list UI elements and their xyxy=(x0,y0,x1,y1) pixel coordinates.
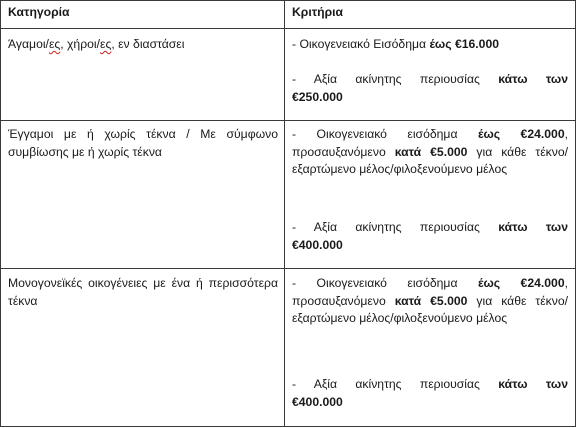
property-line xyxy=(292,237,568,255)
income-increase: κατά €5.000 xyxy=(394,293,468,308)
category-text: Άγαμοι/ xyxy=(8,37,49,51)
table-row-property xyxy=(292,376,568,411)
income-text: , προσαυξανόμενο xyxy=(292,127,568,159)
table-row-income xyxy=(292,126,568,179)
header-criteria: Κριτήρια xyxy=(292,5,344,19)
property-line xyxy=(292,89,568,107)
table-row-category: Έγγαμοι με ή χωρίς τέκνα / Με σύμφωνο συμβίωσης με ή χωρίς τέκνα xyxy=(8,127,278,159)
property-limit: €400.000 xyxy=(292,394,343,409)
property-text: - Αξία ακίνητης περιουσίας xyxy=(292,377,499,391)
property-text: - Αξία ακίνητης περιουσίας xyxy=(292,220,499,234)
property-line xyxy=(292,394,568,412)
income-text: - Οικογενειακό Εισόδημα xyxy=(292,37,430,51)
table-border-top xyxy=(0,0,576,1)
table-border-left xyxy=(0,0,1,427)
income-limit: έως €24.000 xyxy=(477,127,565,141)
property-line xyxy=(292,71,568,89)
category-text: , εν διαστάσει xyxy=(111,37,185,51)
table-border-bottom xyxy=(0,426,576,427)
income-limit: έως €16.000 xyxy=(429,37,500,51)
column-divider xyxy=(284,0,285,427)
header-divider xyxy=(0,28,576,29)
spellcheck-word: ες xyxy=(48,37,61,51)
table-row-category: Μονογονεϊκές οικογένειες με ένα ή περισσότερα τέκνα xyxy=(8,276,278,308)
property-limit: €250.000 xyxy=(292,89,343,104)
header-category: Κατηγορία xyxy=(8,5,70,19)
property-line xyxy=(292,219,568,237)
table-row-property xyxy=(292,219,568,254)
income-text: για κάθε τέκνο/εξαρτώμενο μέλος/φιλοξενούμενο μέλος xyxy=(292,293,568,325)
table-row-income xyxy=(292,36,568,54)
spellcheck-word: ες xyxy=(100,37,112,51)
property-text: - Αξία ακίνητης περιουσίας xyxy=(292,72,499,86)
property-label: κάτω των xyxy=(498,72,568,86)
income-text: για κάθε τέκνο/εξαρτώμενο μέλος/φιλοξενούμενο μέλος xyxy=(292,144,568,176)
table-row-property xyxy=(292,71,568,106)
property-limit: €400.000 xyxy=(292,237,343,252)
table-border-right xyxy=(575,0,576,427)
property-label: κάτω των xyxy=(498,220,568,234)
table-row-category xyxy=(8,36,280,54)
row-divider xyxy=(0,120,576,121)
income-text: - Οικογενειακό εισόδημα xyxy=(292,127,478,141)
category-text: , χήροι/ xyxy=(60,37,101,51)
income-text: - Οικογενειακό εισόδημα xyxy=(292,276,478,290)
income-increase: κατά €5.000 xyxy=(394,144,468,159)
income-limit: έως €24.000 xyxy=(477,276,565,290)
property-label: κάτω των xyxy=(498,377,568,391)
table-row-income xyxy=(292,275,568,328)
income-text: , προσαυξανόμενο xyxy=(292,276,568,308)
row-divider xyxy=(0,268,576,269)
property-line xyxy=(292,376,568,394)
